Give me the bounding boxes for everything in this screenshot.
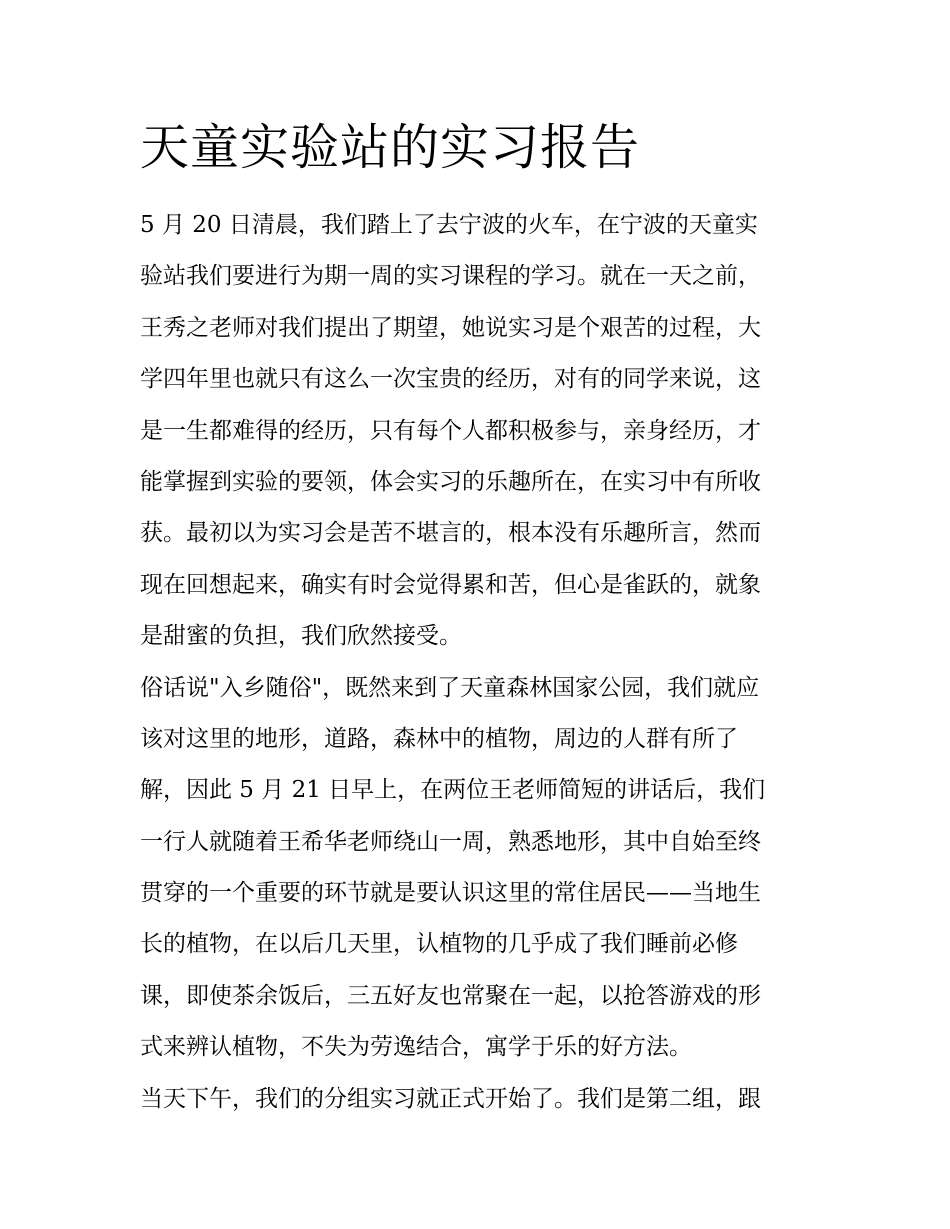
text-line: 式来辨认植物，不失为劳逸结合，寓学于乐的好方法。 (140, 1034, 692, 1061)
text-line: 长的植物，在以后几天里，认植物的几乎成了我们睡前必修 (140, 931, 738, 958)
document-body (140, 200, 830, 1125)
text-line: 是甜蜜的负担，我们欣然接受。 (140, 623, 462, 650)
text-line: 5 月 20 日清晨，我们踏上了去宁波的火车，在宁波的天童实 (140, 212, 758, 238)
text-line: 是一生都难得的经历，只有每个人都积极参与，亲身经历，才 (140, 417, 761, 444)
text-line: 俗话说"入乡随俗"，既然来到了天童森林国家公园，我们就应 (140, 674, 760, 701)
text-line: 验站我们要进行为期一周的实习课程的学习。就在一天之前， (140, 263, 761, 290)
text-line: 该对这里的地形，道路，森林中的植物，周边的人群有所了 (140, 725, 738, 752)
text-line: 当天下午，我们的分组实习就正式开始了。我们是第二组，跟 (140, 1085, 761, 1112)
text-line: 贯穿的一个重要的环节就是要认识这里的常住居民——当地生 (140, 880, 761, 907)
text-line: 王秀之老师对我们提出了期望，她说实习是个艰苦的过程，大 (140, 314, 761, 341)
text-line: 能掌握到实验的要领，体会实习的乐趣所在，在实习中有所收 (140, 468, 761, 495)
text-line: 一行人就随着王希华老师绕山一周，熟悉地形，其中自始至终 (140, 828, 761, 855)
text-line: 解，因此 5 月 21 日早上，在两位王老师简短的讲话后，我们 (140, 777, 766, 804)
text-line: 课，即使茶余饭后，三五好友也常聚在一起，以抢答游戏的形 (140, 982, 761, 1009)
document-title: 天童实验站的实习报告 (140, 119, 641, 176)
text-line: 学四年里也就只有这么一次宝贵的经历，对有的同学来说，这 (140, 366, 761, 393)
text-line: 获。最初以为实习会是苦不堪言的，根本没有乐趣所言，然而 (140, 520, 761, 547)
text-line: 现在回想起来，确实有时会觉得累和苦，但心是雀跃的，就象 (140, 571, 761, 598)
